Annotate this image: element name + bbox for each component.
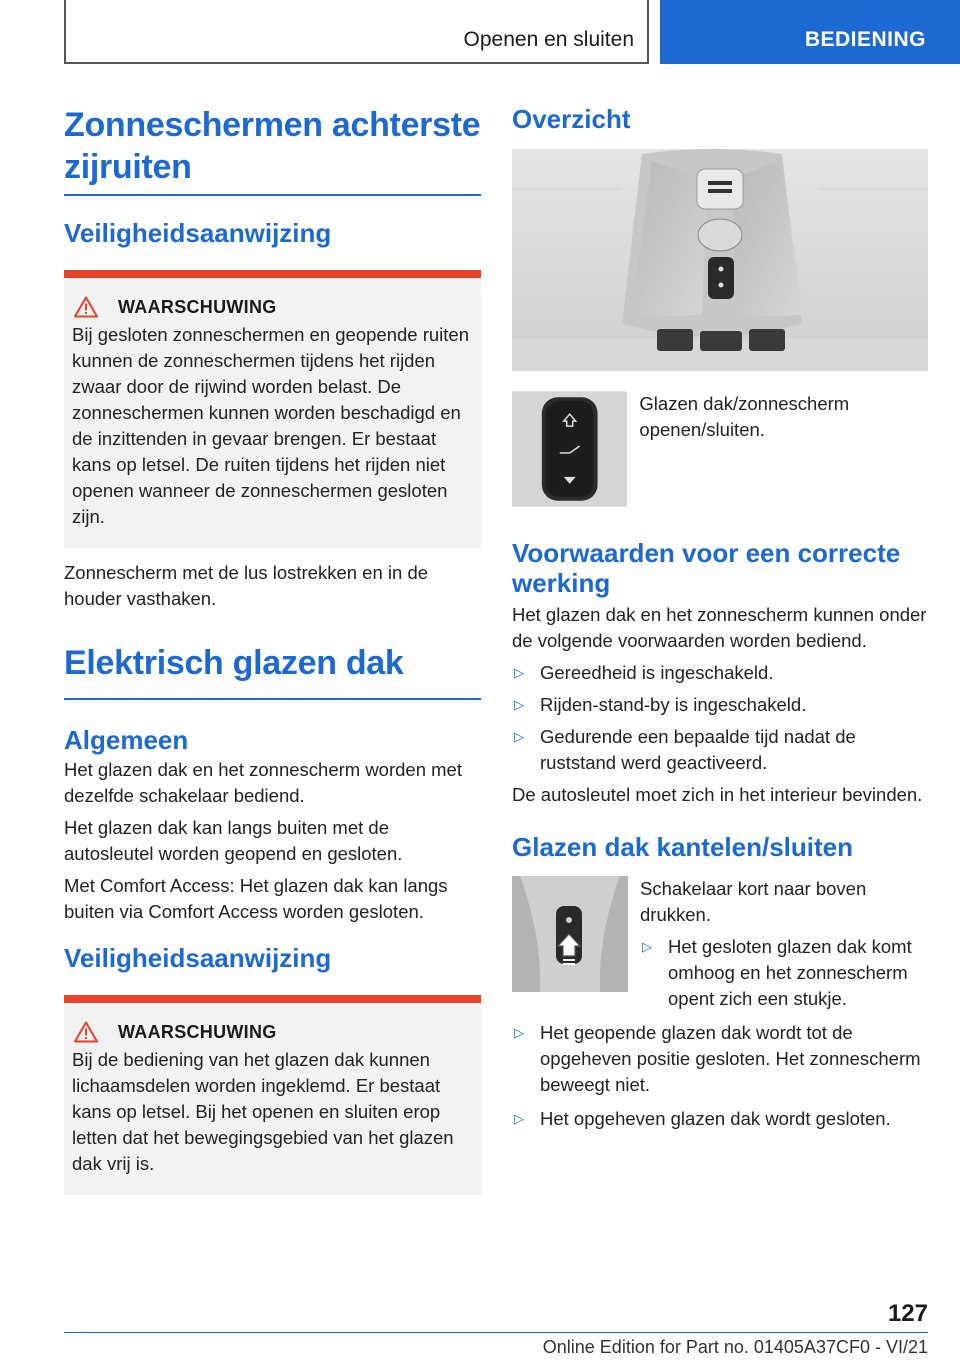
figure-caption: Glazen dak/zonnescherm openen/sluiten. <box>639 393 850 440</box>
safety-heading: Veiligheidsaanwijzing <box>64 218 332 248</box>
header-section-title: Openen en sluiten <box>463 28 634 51</box>
warning-triangle-icon <box>74 1021 98 1043</box>
general-heading: Algemeen <box>64 725 189 755</box>
title-rule <box>64 698 481 700</box>
paragraph: De autosleutel moet zich in het interieur bevinden. <box>512 784 923 805</box>
left-column <box>64 104 481 1195</box>
warning-box <box>64 995 481 1195</box>
safety-heading: Veiligheidsaanwijzing <box>64 943 332 973</box>
tilt-switch-image <box>512 876 628 992</box>
conditions-heading: Voorwaarden voor een correcte werking <box>512 538 901 598</box>
warning-title: WAARSCHUWING <box>118 296 277 317</box>
triangle-bullet-icon: ▷ <box>514 1111 524 1126</box>
triangle-bullet-icon: ▷ <box>514 665 524 680</box>
section-title-sunshades: Zonneschermen achterste zijruiten <box>64 106 481 186</box>
paragraph: Schakelaar kort naar boven drukken. <box>640 878 867 925</box>
page-number: 127 <box>887 1300 928 1327</box>
footer-rule <box>64 1332 928 1333</box>
warning-triangle-icon <box>74 296 98 318</box>
triangle-bullet-icon: ▷ <box>514 1025 524 1040</box>
warning-box <box>64 270 481 548</box>
list-item: ▷ Gereedheid is ingeschakeld. <box>512 660 928 686</box>
triangle-bullet-icon: ▷ <box>642 939 652 954</box>
warning-text: Bij gesloten zonneschermen en geopende ruiten kunnen de zonneschermen tijdens het rijden zwaar door de rijwind worden belast. De zonneschermen kunnen worden beschadigd en de inzittenden in gevaar brengen. Er bestaat kans op letsel. De ruiten tijdens het rijden niet openen wanneer de zonneschermen gesloten zijn. <box>72 324 470 527</box>
section-title-glass-roof: Elektrisch glazen dak <box>64 644 404 682</box>
list-item: ▷ Het opgeheven glazen dak wordt gesloten. <box>512 1106 928 1132</box>
header-chapter-tab[interactable]: BEDIENING <box>660 0 960 64</box>
list-item: ▷ Het geopende glazen dak wordt tot de opgeheven positie gesloten. Het zonnescherm beweegt niet. <box>512 1020 928 1098</box>
paragraph: Het glazen dak kan langs buiten met de autosleutel worden geopend en gesloten. <box>64 817 403 864</box>
triangle-bullet-icon: ▷ <box>514 729 524 744</box>
list-item: ▷ Het gesloten glazen dak komt omhoog en het zonnescherm opent zich een stukje. <box>640 934 928 1012</box>
overview-heading: Overzicht <box>512 104 631 134</box>
conditions-list <box>512 660 928 776</box>
roof-switch-image <box>512 391 627 507</box>
warning-title: WAARSCHUWING <box>118 1021 277 1042</box>
paragraph: Met Comfort Access: Het glazen dak kan langs buiten via Comfort Access worden gesloten. <box>64 875 448 922</box>
list-item: ▷ Rijden-stand-by is ingeschakeld. <box>512 692 928 718</box>
overhead-console-image <box>512 149 928 371</box>
footer-edition: Online Edition for Part no. 01405A37CF0 - VI/21 <box>542 1337 928 1357</box>
title-rule <box>64 194 481 196</box>
warning-text: Bij de bediening van het glazen dak kunnen lichaamsdelen worden ingeklemd. Er bestaat kans op letsel. Bij het openen en sluiten erop letten dat het bewegingsgebied van het glazen dak vrij is. <box>72 1049 454 1174</box>
paragraph: Zonnescherm met de lus lostrekken en in de houder vasthaken. <box>64 562 429 609</box>
paragraph: Het glazen dak en het zonnescherm kunnen onder de volgende voorwaarden worden bediend. <box>512 604 927 651</box>
paragraph: Het glazen dak en het zonnescherm worden met dezelfde schakelaar bediend. <box>64 759 462 806</box>
list-item: ▷ Gedurende een bepaalde tijd nadat de ruststand werd geactiveerd. <box>512 724 928 776</box>
triangle-bullet-icon: ▷ <box>514 697 524 712</box>
tilt-heading: Glazen dak kantelen/sluiten <box>512 832 853 862</box>
right-column <box>512 104 928 1132</box>
